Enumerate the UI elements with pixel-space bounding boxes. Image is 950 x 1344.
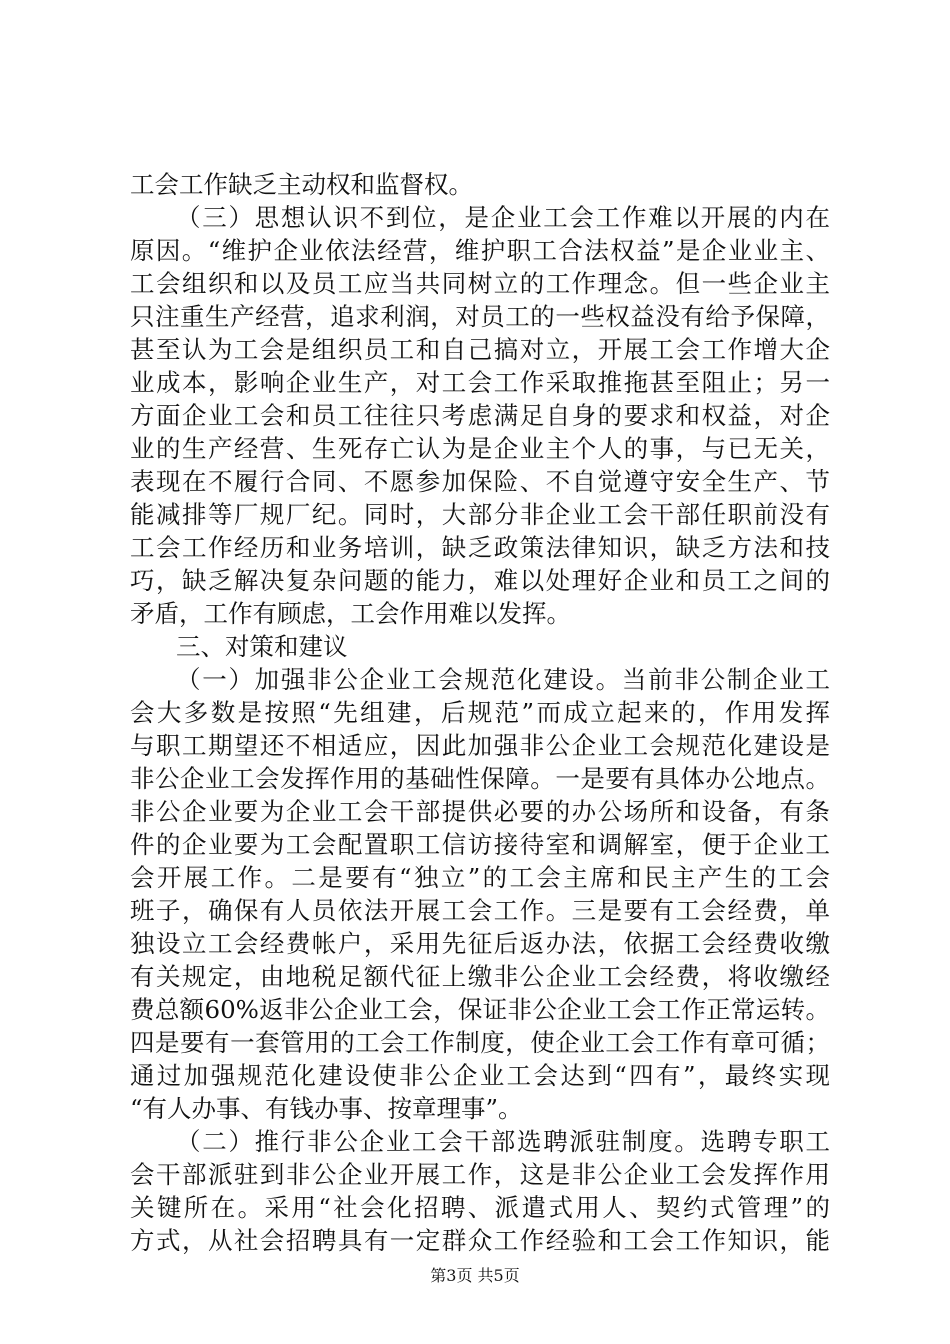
- text-line: 四是要有一套管用的工会工作制度，使企业工会工作有章可循；: [130, 1028, 830, 1057]
- paragraph-start-line: （一）加强非公企业工会规范化建设。当前非公制企业工: [176, 665, 830, 694]
- text-line: 与职工期望还不相适应，因此加强非公企业工会规范化建设是: [130, 731, 830, 760]
- text-line: 方式，从社会招聘具有一定群众工作经验和工会工作知识，能: [130, 1226, 830, 1255]
- text-line: 业成本，影响企业生产，对工会工作采取推拖甚至阻止；另一: [130, 368, 830, 397]
- text-line: 方面企业工会和员工往往只考虑满足自身的要求和权益，对企: [130, 401, 830, 430]
- text-line: 费总额60%返非公企业工会，保证非公企业工会工作正常运转。: [130, 995, 830, 1024]
- text-line: 通过加强规范化建设使非公企业工会达到“四有”，最终实现: [130, 1061, 830, 1090]
- text-line: 表现在不履行合同、不愿参加保险、不自觉遵守安全生产、节: [130, 467, 830, 496]
- paragraph-start-line: （三）思想认识不到位，是企业工会工作难以开展的内在: [176, 203, 830, 232]
- text-line: “有人办事、有钱办事、按章理事”。: [130, 1094, 523, 1123]
- text-line: 业的生产经营、生死存亡认为是企业主个人的事，与已无关，: [130, 434, 830, 463]
- text-line: 原因。“维护企业依法经营，维护职工合法权益”是企业业主、: [130, 236, 830, 265]
- page-footer: 第3页 共5页: [430, 1266, 520, 1285]
- text-line: 非公企业要为企业工会干部提供必要的办公场所和设备，有条: [130, 797, 830, 826]
- text-line: 能减排等厂规厂纪。同时，大部分非企业工会干部任职前没有: [130, 500, 830, 529]
- section-heading: 三、对策和建议: [176, 632, 348, 661]
- text-line: 会开展工作。二是要有“独立”的工会主席和民主产生的工会: [130, 863, 830, 892]
- text-line: 甚至认为工会是组织员工和自己搞对立，开展工会工作增大企: [130, 335, 830, 364]
- text-line: 工会工作缺乏主动权和监督权。: [130, 170, 473, 199]
- text-line: 会大多数是按照“先组建，后规范”而成立起来的，作用发挥: [130, 698, 830, 727]
- text-line: 非公企业工会发挥作用的基础性保障。一是要有具体办公地点。: [130, 764, 830, 793]
- document-body: [130, 168, 830, 1257]
- paragraph-start-line: （二）推行非公企业工会干部选聘派驻制度。选聘专职工: [176, 1127, 830, 1156]
- text-line: 会干部派驻到非公企业开展工作，这是非公企业工会发挥作用: [130, 1160, 830, 1189]
- text-line: 有关规定，由地税足额代征上缴非公企业工会经费，将收缴经: [130, 962, 830, 991]
- text-line: 关键所在。采用“社会化招聘、派遣式用人、契约式管理”的: [130, 1193, 830, 1222]
- text-line: 件的企业要为工会配置职工信访接待室和调解室，便于企业工: [130, 830, 830, 859]
- text-line: 只注重生产经营，追求利润，对员工的一些权益没有给予保障，: [130, 302, 830, 331]
- text-line: 矛盾，工作有顾虑，工会作用难以发挥。: [130, 599, 571, 628]
- text-line: 工会工作经历和业务培训，缺乏政策法律知识，缺乏方法和技: [130, 533, 830, 562]
- text-line: 独设立工会经费帐户，采用先征后返办法，依据工会经费收缴: [130, 929, 830, 958]
- text-line: 巧，缺乏解决复杂问题的能力，难以处理好企业和员工之间的: [130, 566, 830, 595]
- text-line: 工会组织和以及员工应当共同树立的工作理念。但一些企业主: [130, 269, 830, 298]
- text-line: 班子，确保有人员依法开展工会工作。三是要有工会经费，单: [130, 896, 830, 925]
